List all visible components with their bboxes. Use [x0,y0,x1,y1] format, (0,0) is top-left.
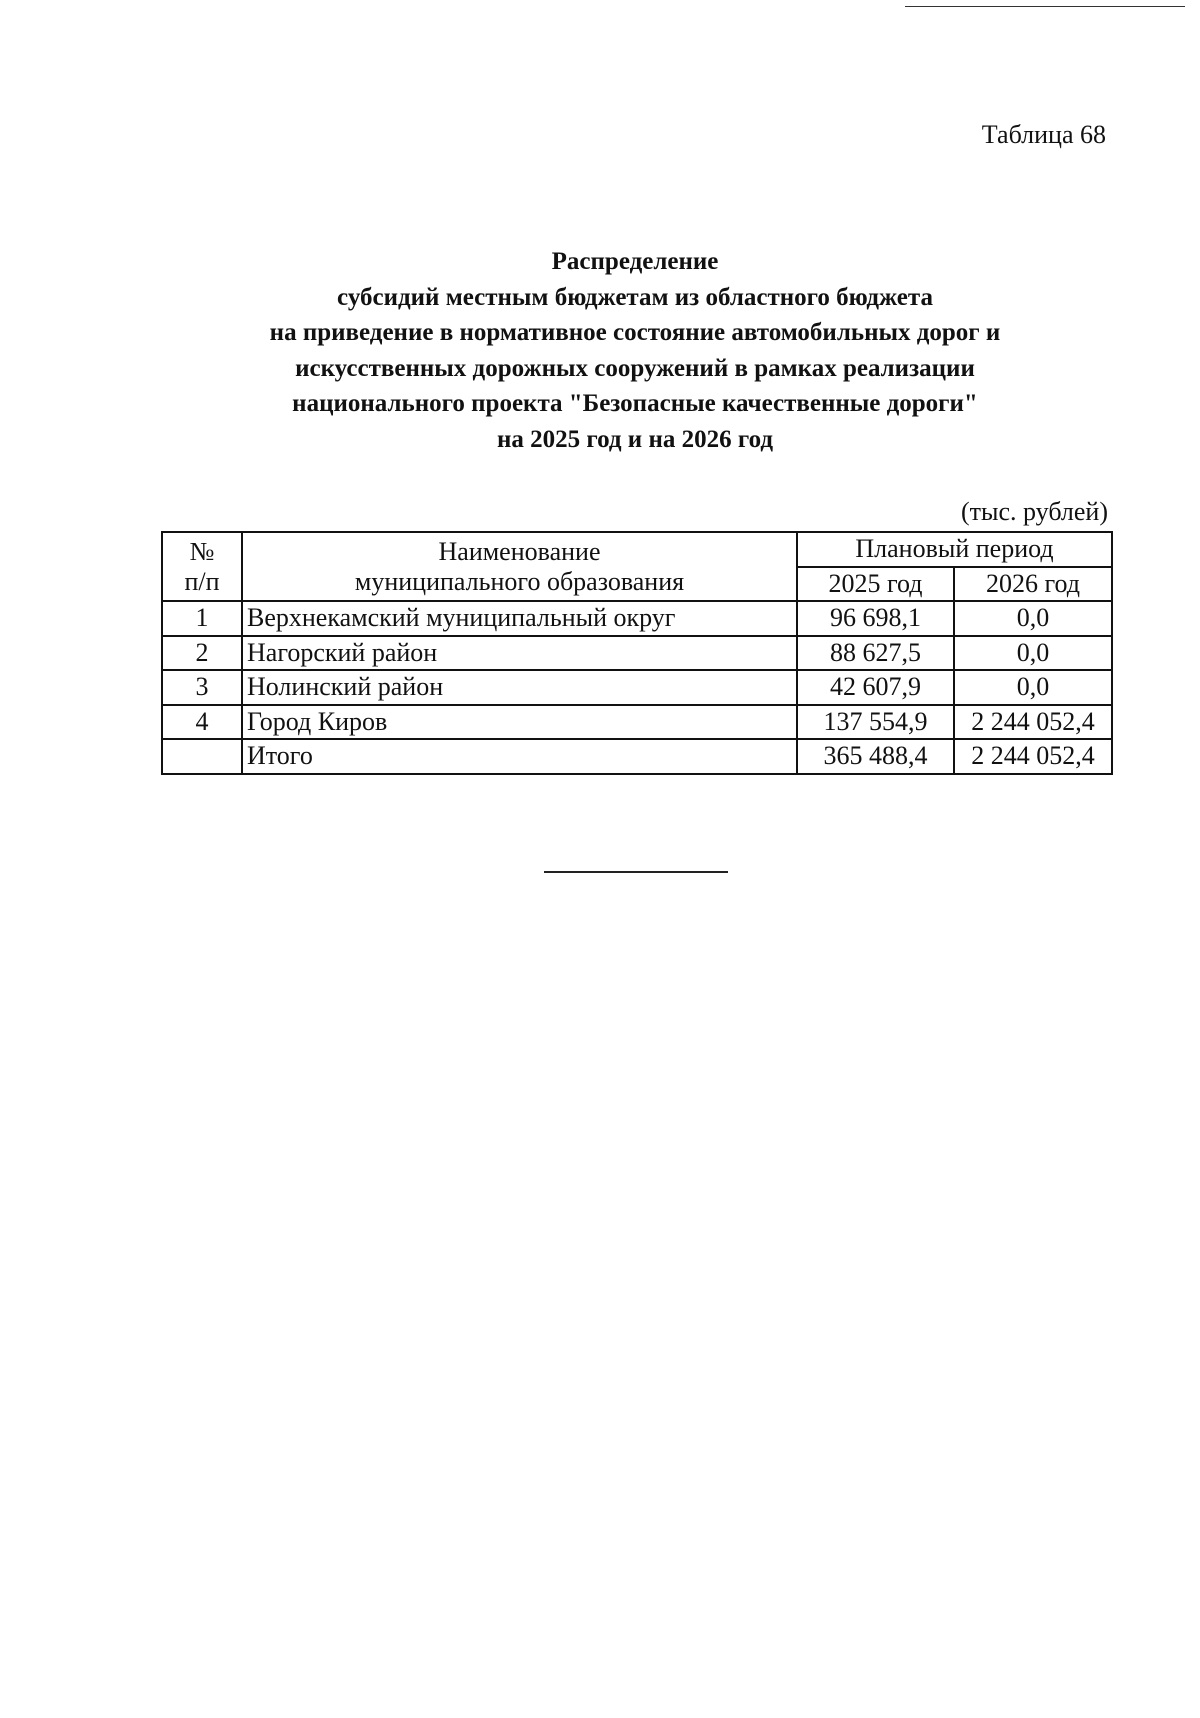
subsidy-table [161,531,1113,775]
table-number: Таблица 68 [981,120,1106,149]
row-number: 1 [162,601,242,636]
total-row [162,739,1112,774]
row-municipality: Нолинский район [242,670,797,705]
row-amount-2025: 137 554,9 [797,705,954,740]
header-planning-period: Плановый период [797,532,1112,567]
title-line: Распределение [551,248,719,275]
title-line: субсидий местным бюджетам из областного бюджета [337,283,933,311]
row-municipality: Нагорский район [242,636,797,671]
title-line: на приведение в нормативное состояние автомобильных дорог и [269,319,1001,347]
end-of-table-rule [544,871,728,873]
header-number-symbol: № [189,536,215,566]
row-amount-2025: 42 607,9 [797,670,954,705]
table-row [162,705,1112,740]
header-row [162,532,1112,567]
row-number: 4 [162,705,242,740]
top-corner-rule [905,6,1185,7]
row-number: 2 [162,636,242,671]
table-row [162,601,1112,636]
header-year-2026: 2026 год [954,567,1112,602]
header-municipality-line1: Наименование [438,536,601,566]
row-municipality: Верхнекамский муниципальный округ [242,601,797,636]
total-label: Итого [242,739,797,774]
header-municipality [242,532,797,601]
row-municipality: Город Киров [242,705,797,740]
row-amount-2025: 96 698,1 [797,601,954,636]
table-row [162,670,1112,705]
title-line: национального проекта "Безопасные качественные дороги" [292,390,978,418]
title-line: на 2025 год и на 2026 год [496,425,774,453]
title-line: искусственных дорожных сооружений в рамках реализации [295,354,975,382]
row-amount-2025: 88 627,5 [797,636,954,671]
row-amount-2026: 2 244 052,4 [954,705,1112,740]
row-amount-2026: 0,0 [954,670,1112,705]
units-label: (тыс. рублей) [960,497,1108,526]
header-number [162,532,242,601]
row-number: 3 [162,670,242,705]
header-year-2025: 2025 год [797,567,954,602]
header-number-abbr: п/п [184,566,220,596]
total-amount-2026: 2 244 052,4 [954,739,1112,774]
table-row [162,636,1112,671]
total-amount-2025: 365 488,4 [797,739,954,774]
header-municipality-line2: муниципального образования [354,566,685,596]
document-title [140,244,1130,458]
row-amount-2026: 0,0 [954,636,1112,671]
row-amount-2026: 0,0 [954,601,1112,636]
total-number [162,739,242,774]
